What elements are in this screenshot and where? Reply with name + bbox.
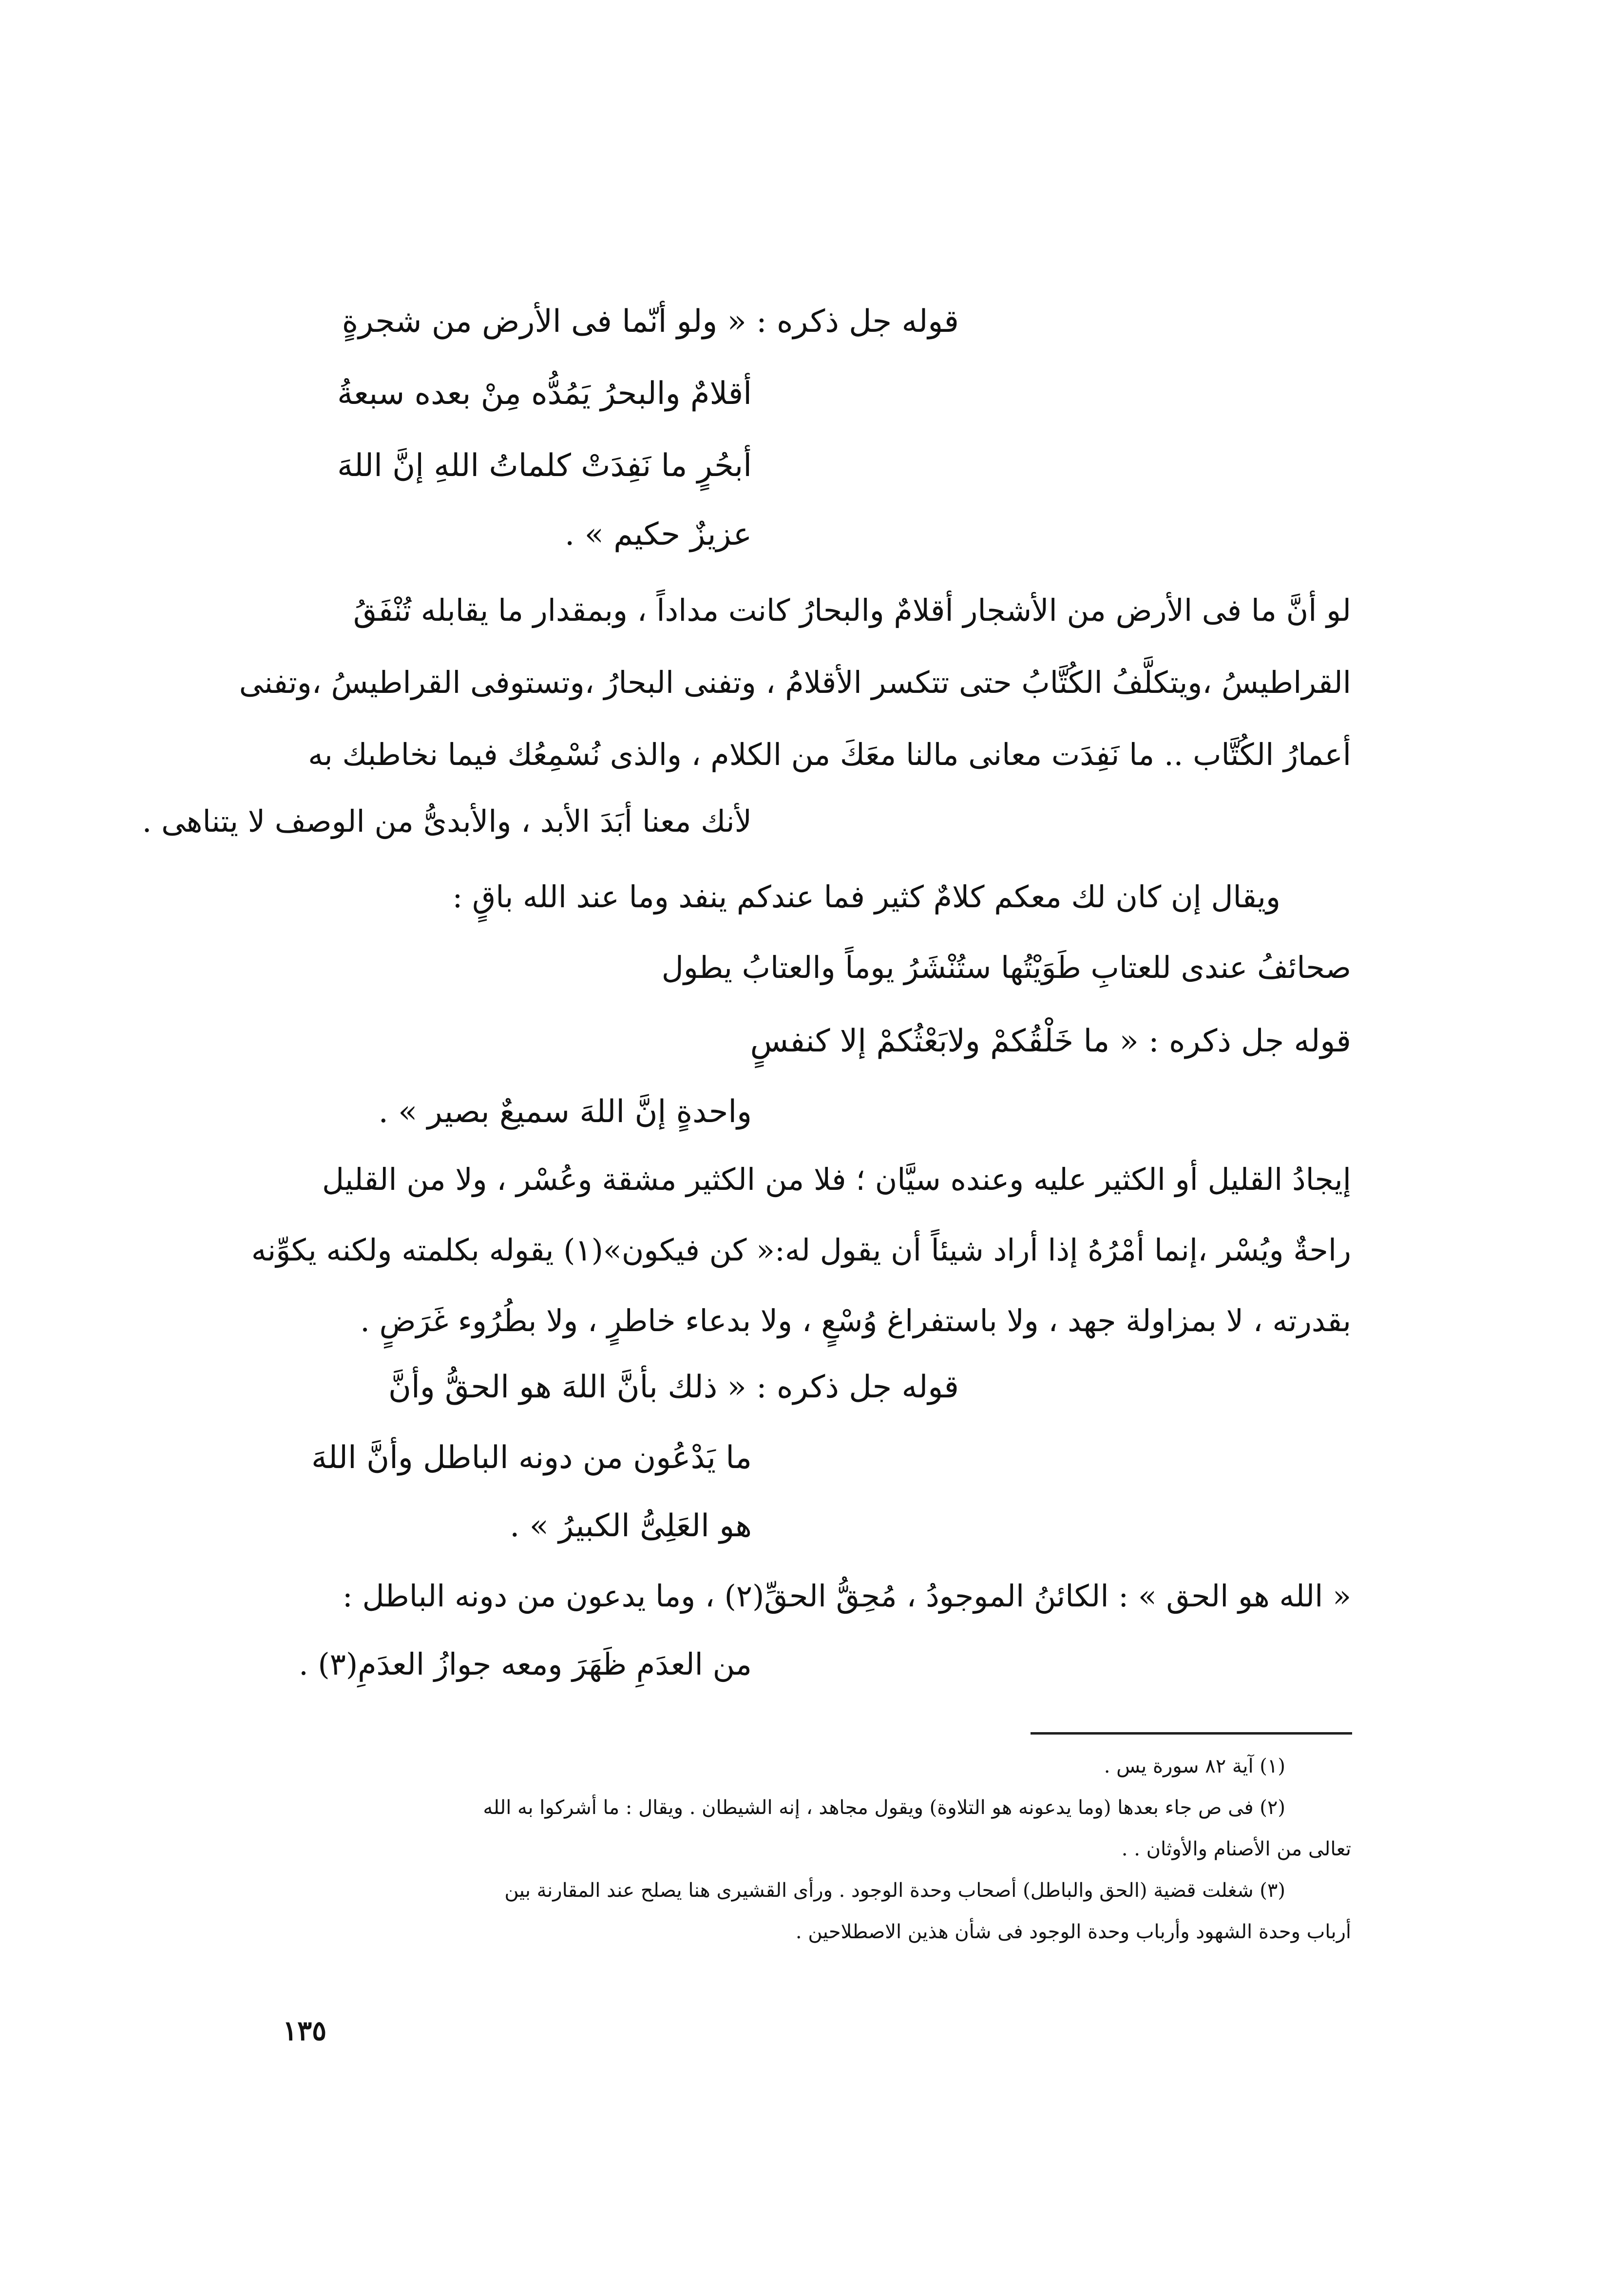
verse-line: قوله جل ذكره : « ما خَلْقُكمْ ولابَعْثُكمْ إلا كنفسٍ bbox=[750, 1023, 1351, 1059]
verse-line: واحدةٍ إنَّ اللهَ سميعٌ بصير » . bbox=[378, 1094, 752, 1130]
paragraph-line: إيجادُ القليل أو الكثير عليه وعنده سيَّان ؛ فلا من الكثير مشقة وعُسْر ، ولا من القليل bbox=[322, 1162, 1351, 1197]
footnote-separator bbox=[1031, 1732, 1352, 1735]
paragraph-line: راحةٌ ويُسْر ،إنما أمْرُهُ إذا أراد شيئاً أن يقول له:« كن فيكون»(١) يقوله بكلمته ولكنه يكوِّنه bbox=[251, 1232, 1351, 1268]
paragraph-line: ويقال إن كان لك معكم كلامٌ كثير فما عندكم ينفد وما عند الله باقٍ : bbox=[452, 879, 1280, 915]
paragraph-line: لو أنَّ ما فى الأرض من الأشجار أقلامٌ والبحارُ كانت مداداً ، وبمقدار ما يقابله تُنْفَقُ bbox=[353, 592, 1351, 628]
footnote-line: (٣) شغلت قضية (الحق والباطل) أصحاب وحدة الوجود . ورأى القشيرى هنا يصلح عند المقارنة بين bbox=[504, 1879, 1285, 1902]
paragraph-line: من العدَمِ ظَهَرَ ومعه جوازُ العدَمِ(٣) . bbox=[299, 1646, 752, 1682]
footnote-line: (١) آية ٨٢ سورة يس . bbox=[1104, 1755, 1285, 1777]
verse-line: أقلامٌ والبحرُ يَمُدُّه مِنْ بعده سبعةُ bbox=[337, 376, 752, 412]
verse-line: قوله جل ذكره : « ولو أنّما فى الأرض من شجرةٍ bbox=[342, 304, 959, 340]
verse-line: أبحُرٍ ما نَفِدَتْ كلماتُ اللهِ إنَّ اللهَ bbox=[337, 448, 752, 484]
page-number: ١٣٥ bbox=[283, 2015, 327, 2047]
verse-line: قوله جل ذكره : « ذلك بأنَّ اللهَ هو الحقُّ وأنَّ bbox=[388, 1369, 959, 1405]
footnote-line: تعالى من الأصنام والأوثان . . bbox=[1121, 1838, 1351, 1860]
footnote-line: (٢) فى ص جاء بعدها (وما يدعونه هو التلاوة) ويقول مجاهد ، إنه الشيطان . ويقال : ما أشركوا به الله bbox=[483, 1796, 1285, 1819]
paragraph-line: أعمارُ الكُتَّاب .. ما نَفِدَت معانى مالنا معَكَ من الكلام ، والذى نُسْمِعُك فيما نخاطبك به bbox=[308, 737, 1351, 772]
poem-line: صحائفُ عندى للعتابِ طَوَيْتُها ستُنْشَرُ يوماً والعتابُ يطول bbox=[661, 950, 1351, 985]
paragraph-line: بقدرته ، لا بمزاولة جهد ، ولا باستفراغ وُسْعٍ ، ولا بدعاء خاطرٍ ، ولا بطُرُوء غَرَضٍ . bbox=[360, 1303, 1351, 1338]
verse-line: ما يَدْعُون من دونه الباطل وأنَّ اللهَ bbox=[311, 1440, 752, 1476]
verse-line: هو العَلِىُّ الكبيرُ » . bbox=[510, 1508, 752, 1544]
paragraph-line: لأنك معنا أبَدَ الأبد ، والأبدىُّ من الوصف لا يتناهى . bbox=[142, 803, 752, 839]
paragraph-line: « الله هو الحق » : الكائنُ الموجودُ ، مُحِقُّ الحقِّ(٢) ، وما يدعون من دونه الباطل : bbox=[342, 1578, 1351, 1614]
verse-line: عزيزٌ حكيم » . bbox=[565, 516, 752, 553]
paragraph-line: القراطيسُ ،ويتكلَّفُ الكُتَّابُ حتى تتكسر الأقلامُ ، وتفنى البحارُ ،وتستوفى القراطيسُ ،وتفنى bbox=[239, 665, 1351, 700]
footnote-line: أرباب وحدة الشهود وأرباب وحدة الوجود فى شأن هذين الاصطلاحين . bbox=[795, 1921, 1351, 1943]
